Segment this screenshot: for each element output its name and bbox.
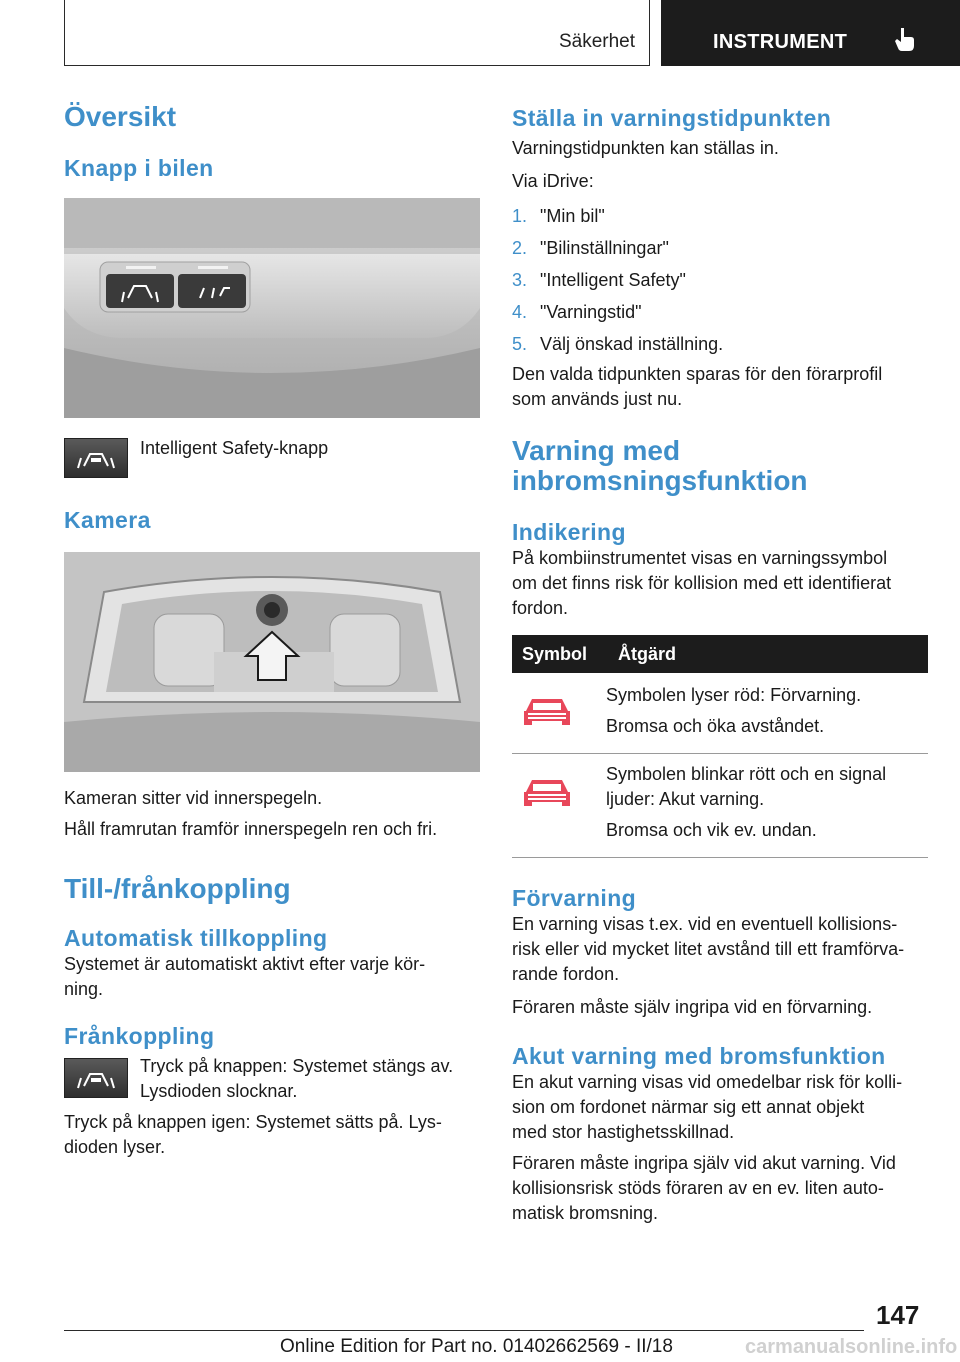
list-item: 1. "Min bil" <box>512 206 605 226</box>
pre-text-2: Föraren måste själv ingripa vid en förvarning. <box>512 997 873 1017</box>
auto-on-line-2: ning. <box>64 979 104 999</box>
row2-line-2: ljuder: Akut varning. <box>606 789 765 809</box>
list-item: 5. Välj önskad inställning. <box>512 334 724 354</box>
acute2-line-2: kollisionsrisk stöds föraren av en ev. liten auto- <box>512 1178 884 1198</box>
page-number: 147 <box>876 1300 920 1330</box>
table-row <box>512 673 928 754</box>
saved-line-2: som används just nu. <box>512 389 683 409</box>
acute2-line-1: Föraren måste ingripa själv vid akut varning. Vid <box>512 1153 896 1173</box>
heading-off: Frånkoppling <box>64 1023 215 1049</box>
right-column <box>512 100 928 1226</box>
camera-photo <box>64 552 480 772</box>
footer-rule <box>64 1330 864 1331</box>
again-line-2: dioden lyser. <box>64 1137 166 1157</box>
header-chapter-tab <box>661 0 960 66</box>
table-header-symbol: Symbol <box>512 635 606 673</box>
pointing-hand-icon <box>893 26 915 52</box>
heading-overview: Översikt <box>64 101 177 132</box>
button-legend-row <box>64 438 480 478</box>
idrive-steps-list <box>512 200 928 360</box>
heading-indication: Indikering <box>512 519 626 545</box>
header-chapter-label: INSTRUMENT <box>713 31 848 53</box>
off-line-2: Lysdioden slocknar. <box>140 1081 298 1101</box>
pre-line-2: risk eller vid mycket litet avstånd till ett framförva- <box>512 939 905 959</box>
edition-text: Online Edition for Part no. 01402662569 - II/18 <box>280 1336 673 1357</box>
ind-line-1: På kombiinstrumentet visas en varningssymbol <box>512 548 888 568</box>
table-header-action: Åtgärd <box>606 635 928 673</box>
heading-auto-on: Automatisk tillkoppling <box>64 925 328 951</box>
auto-on-line-1: Systemet är automatiskt aktivt efter varje kör- <box>64 954 426 974</box>
row2-line-1: Symbolen blinkar rött och en signal <box>606 764 887 784</box>
car-warning-icon <box>520 776 574 810</box>
acute2-line-3: matisk bromsning. <box>512 1203 659 1223</box>
acute-line-2: sion om fordonet närmar sig ett annat objekt <box>512 1097 865 1117</box>
list-item: 3. "Intelligent Safety" <box>512 270 686 290</box>
header-section-tab <box>64 0 650 66</box>
watermark: carmanualsonline.info <box>745 1336 958 1358</box>
heading-camera: Kamera <box>64 507 151 533</box>
row1-line-2: Bromsa och öka avståndet. <box>606 716 825 736</box>
left-column <box>64 100 480 1160</box>
ind-line-3: fordon. <box>512 598 569 618</box>
pre-line-1: En varning visas t.ex. vid en eventuell kollisions- <box>512 914 898 934</box>
header-section-label: Säkerhet <box>558 31 635 52</box>
button-caption: Intelligent Safety-knapp <box>140 438 329 458</box>
off-row <box>64 1058 480 1104</box>
ind-line-2: om det finns risk för kollision med ett identifierat <box>512 573 892 593</box>
heading-button-in-car: Knapp i bilen <box>64 155 214 181</box>
button-photo <box>64 198 480 418</box>
camera-text-1: Kameran sitter vid innerspegeln. <box>64 788 323 808</box>
intelligent-safety-button-icon-2 <box>64 1058 128 1098</box>
heading-set-warning-time: Ställa in varningstidpunkten <box>512 105 832 131</box>
heading-acute-warning: Akut varning med bromsfunktion <box>512 1043 886 1069</box>
set-text-1: Varningstidpunkten kan ställas in. <box>512 138 779 158</box>
pre-line-3: rande fordon. <box>512 964 620 984</box>
heading-pre-warning: Förvarning <box>512 885 637 911</box>
symbol-table <box>512 635 928 858</box>
heading-warning-brake-2: inbromsningsfunktion <box>512 465 808 496</box>
acute-line-1: En akut varning visas vid omedelbar risk för kolli- <box>512 1072 903 1092</box>
set-text-2: Via iDrive: <box>512 171 594 191</box>
again-line-1: Tryck på knappen igen: Systemet sätts på. Lys- <box>64 1112 442 1132</box>
camera-text-2: Håll framrutan framför innerspegeln ren och fri. <box>64 819 438 839</box>
heading-toggle: Till-/frånkoppling <box>64 873 291 904</box>
row2-line-3: Bromsa och vik ev. undan. <box>606 820 817 840</box>
row1-line-1: Symbolen lyser röd: Förvarning. <box>606 685 862 705</box>
acute-line-3: med stor hastighetsskillnad. <box>512 1122 735 1142</box>
car-warning-icon <box>520 695 574 729</box>
list-item: 2. "Bilinställningar" <box>512 238 669 258</box>
list-item: 4. "Varningstid" <box>512 302 642 322</box>
off-line-1: Tryck på knappen: Systemet stängs av. <box>140 1056 454 1076</box>
heading-warning-brake-1: Varning med <box>512 435 681 466</box>
intelligent-safety-button-icon <box>64 438 128 478</box>
table-row <box>512 754 928 858</box>
saved-line-1: Den valda tidpunkten sparas för den förarprofil <box>512 364 883 384</box>
